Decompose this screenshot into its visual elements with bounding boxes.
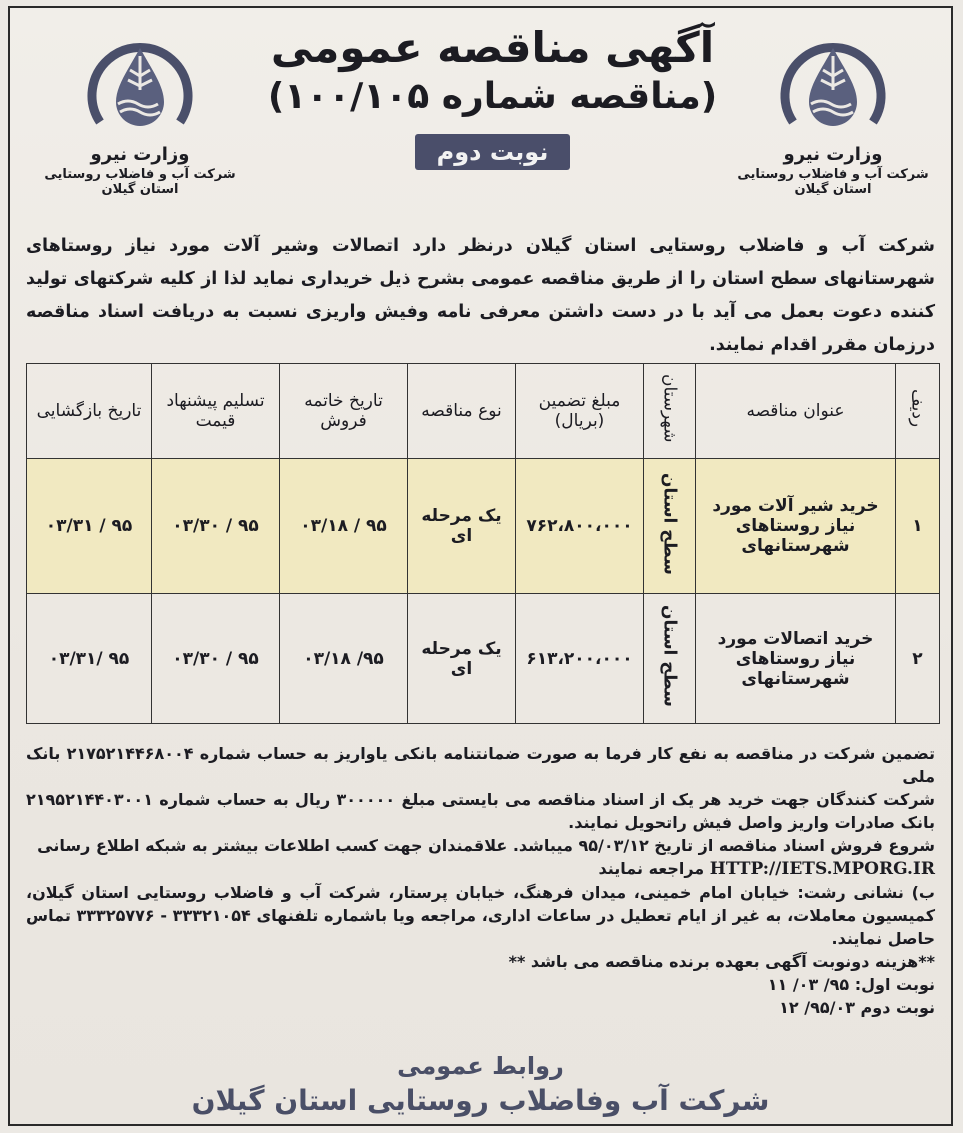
first-publish-date: نوبت اول: ۹۵/ ۰۳/ ۱۱: [767, 975, 935, 994]
cell-submit: ۹۵ / ۰۳/۳۰: [152, 594, 280, 724]
cell-title: خرید شیر آلات مورد نیاز روستاهای شهرستانهای: [696, 459, 896, 594]
org-logo-block-left: [40, 30, 240, 197]
iets-link[interactable]: HTTP://IETS.MPORG.IR: [709, 859, 935, 879]
header-type: نوع مناقصه: [408, 364, 516, 459]
cell-submit: ۹۵ / ۰۳/۳۰: [152, 459, 280, 594]
table-row: [27, 594, 940, 724]
ministry-name: وزارت نیرو: [783, 144, 883, 165]
cost-note: **هزینه دونوبت آگهی بعهده برنده مناقصه می باشد **: [508, 952, 935, 971]
cell-city: سطح استان: [644, 459, 696, 594]
water-drop-logo-icon: [80, 30, 200, 140]
company-name: شرکت آب و فاضلاب روستایی استان گیلان: [44, 167, 236, 197]
cell-opening: ۹۵ / ۰۳/۳۱: [27, 459, 152, 594]
cell-amount: ۶۱۳،۲۰۰،۰۰۰: [516, 594, 644, 724]
cell-opening: ۹۵ /۰۳/۳۱: [27, 594, 152, 724]
header-title: عنوان مناقصه: [696, 364, 896, 459]
second-publish-date: نوبت دوم ۹۵/۰۳/ ۱۲: [779, 998, 935, 1017]
tender-table: [26, 363, 940, 724]
intro-paragraph: شرکت آب و فاضلاب روستایی استان گیلان درنظر دارد اتصالات وشیر آلات مورد نیاز روستاهای شهرستانهای سطح استان را از طریق مناقصه عمومی بشرح ذیل خریداری نماید لذا از کلیه شرکتهای تولید کننده دعوت بعمل می آید با در دست داشتن معرفی نامه وفیش واریزی نسبت به دریافت اسناد مناقصه درزمان مقرر اقدام نمایند.: [26, 236, 935, 355]
water-drop-logo-icon: [773, 30, 893, 140]
url-line: [26, 857, 935, 881]
guarantee-note: تضمین شرکت در مناقصه به نفع کار فرما به صورت ضمانتنامه بانکی یاواریز به حساب شماره ۲۱۷۵۲۱۴۴۶۸۰۰۴ بانک ملی: [26, 744, 935, 786]
table-header-row: [27, 364, 940, 459]
purchase-note: شرکت کنندگان جهت خرید هر یک از اسناد مناقصه می بایستی مبلغ ۳۰۰۰۰۰ ریال به حساب شماره ۲۱۹۵۲۱۴۴۰۳۰۰۱ بانک صادرات واریز واصل فیش راتحویل نمایند.: [26, 790, 935, 832]
url-suffix: مراجعه نمایند: [598, 859, 705, 878]
table-row: [27, 459, 940, 594]
header-amount: مبلغ تضمین (بریال): [516, 364, 644, 459]
announcement-header: [260, 22, 725, 170]
sales-start-note: شروع فروش اسناد مناقصه از تاریخ ۹۵/۰۳/۱۲ میباشد. علاقمندان جهت کسب اطلاعات بیشتر به شبکه اطلاع رسانی: [37, 836, 935, 855]
company-name: شرکت آب و فاضلاب روستایی استان گیلان: [737, 167, 929, 197]
cell-type: یک مرحله ای: [408, 459, 516, 594]
cell-row-number: ۱: [896, 459, 940, 594]
header-submit: تسلیم پیشنهاد قیمت: [152, 364, 280, 459]
newspaper-clipping: [8, 6, 953, 1126]
cell-type: یک مرحله ای: [408, 594, 516, 724]
cell-row-number: ۲: [896, 594, 940, 724]
header-city: شهرستان: [644, 364, 696, 459]
footer-signature: [10, 1052, 951, 1117]
header-opening: تاریخ بازگشایی: [27, 364, 152, 459]
address-note: ب) نشانی رشت: خیابان امام خمینی، میدان فرهنگ، خیابان پرستار، شرکت آب و فاضلاب روستایی استان گیلان، کمیسیون معاملات، به غیر از ایام تعطیل در ساعات اداری، مراجعه ویا باشماره تلفنهای ۳۳۳۲۱۰۵۴ - ۳۳۳۲۵۷۷۶ تماس حاصل نمایند.: [26, 883, 936, 948]
header-sale-end: تاریخ خاتمه فروش: [280, 364, 408, 459]
org-logo-block-right: [733, 30, 933, 197]
public-relations-label: روابط عمومی: [397, 1052, 564, 1080]
cell-title: خرید اتصالات مورد نیاز روستاهای شهرستانهای: [696, 594, 896, 724]
page-title: آگهی مناقصه عمومی: [270, 23, 715, 72]
header-row-number: ردیف: [896, 364, 940, 459]
cell-sale-end: ۹۵/ ۰۳/۱۸: [280, 594, 408, 724]
tender-number: (مناقصه شماره ۱۰۰/۱۰۵): [267, 76, 718, 117]
cell-city: سطح استان: [644, 594, 696, 724]
notes-section: [26, 742, 935, 1019]
cell-sale-end: ۹۵ / ۰۳/۱۸: [280, 459, 408, 594]
footer-company-name: شرکت آب وفاضلاب روستایی استان گیلان: [191, 1084, 770, 1117]
publication-badge: نوبت دوم: [415, 134, 571, 170]
cell-amount: ۷۶۲،۸۰۰،۰۰۰: [516, 459, 644, 594]
ministry-name: وزارت نیرو: [90, 144, 190, 165]
